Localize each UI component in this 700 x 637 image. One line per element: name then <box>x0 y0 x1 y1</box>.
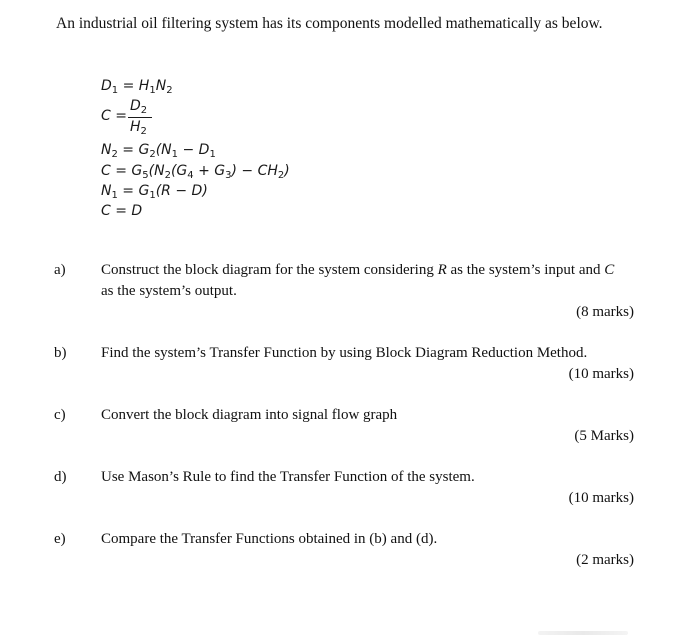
equation-2-lhs: C = <box>101 108 127 124</box>
question-b-marks: (10 marks) <box>568 366 634 382</box>
equation-2-denominator: $H_2$ <box>130 119 147 137</box>
equation-1: $D_1 = H_1N_2$ <box>101 78 173 96</box>
equation-2 <box>101 98 181 138</box>
question-c-marks: (5 Marks) <box>574 428 634 444</box>
question-label-b: b) <box>54 345 67 361</box>
equation-5: $N_1 = G_1(R - D)$ <box>101 183 208 201</box>
equation-2-numerator: $D_2$ <box>130 98 148 116</box>
question-e-marks: (2 marks) <box>576 552 634 568</box>
question-b-text: Find the system’s Transfer Function by using Block Diagram Reduction Method. <box>101 345 588 361</box>
equation-6: C = D <box>101 203 143 219</box>
question-a-marks: (8 marks) <box>576 304 634 320</box>
question-label-d: d) <box>54 469 67 485</box>
question-d-text: Use Mason’s Rule to find the Transfer Function of the system. <box>101 469 475 485</box>
question-e-text: Compare the Transfer Functions obtained in (b) and (d). <box>101 531 438 547</box>
equation-4: $C = G_5(N_2(G_4 + G_3) - CH_2)$ <box>101 163 290 181</box>
fraction-bar <box>128 117 152 118</box>
question-label-e: e) <box>54 531 66 547</box>
question-a-line-1: Construct the block diagram for the system considering R as the system’s input and C <box>101 262 615 278</box>
question-d-marks: (10 marks) <box>568 490 634 506</box>
intro-text: An industrial oil filtering system has its components modelled mathematically as below. <box>56 15 603 32</box>
question-c-text: Convert the block diagram into signal flow graph <box>101 407 398 423</box>
question-label-a: a) <box>54 262 66 278</box>
question-label-c: c) <box>54 407 66 423</box>
scan-smudge <box>538 631 628 635</box>
equation-3: $N_2 = G_2(N_1 - D_1$ <box>101 142 216 160</box>
question-a-line-2: as the system’s output. <box>101 283 237 299</box>
